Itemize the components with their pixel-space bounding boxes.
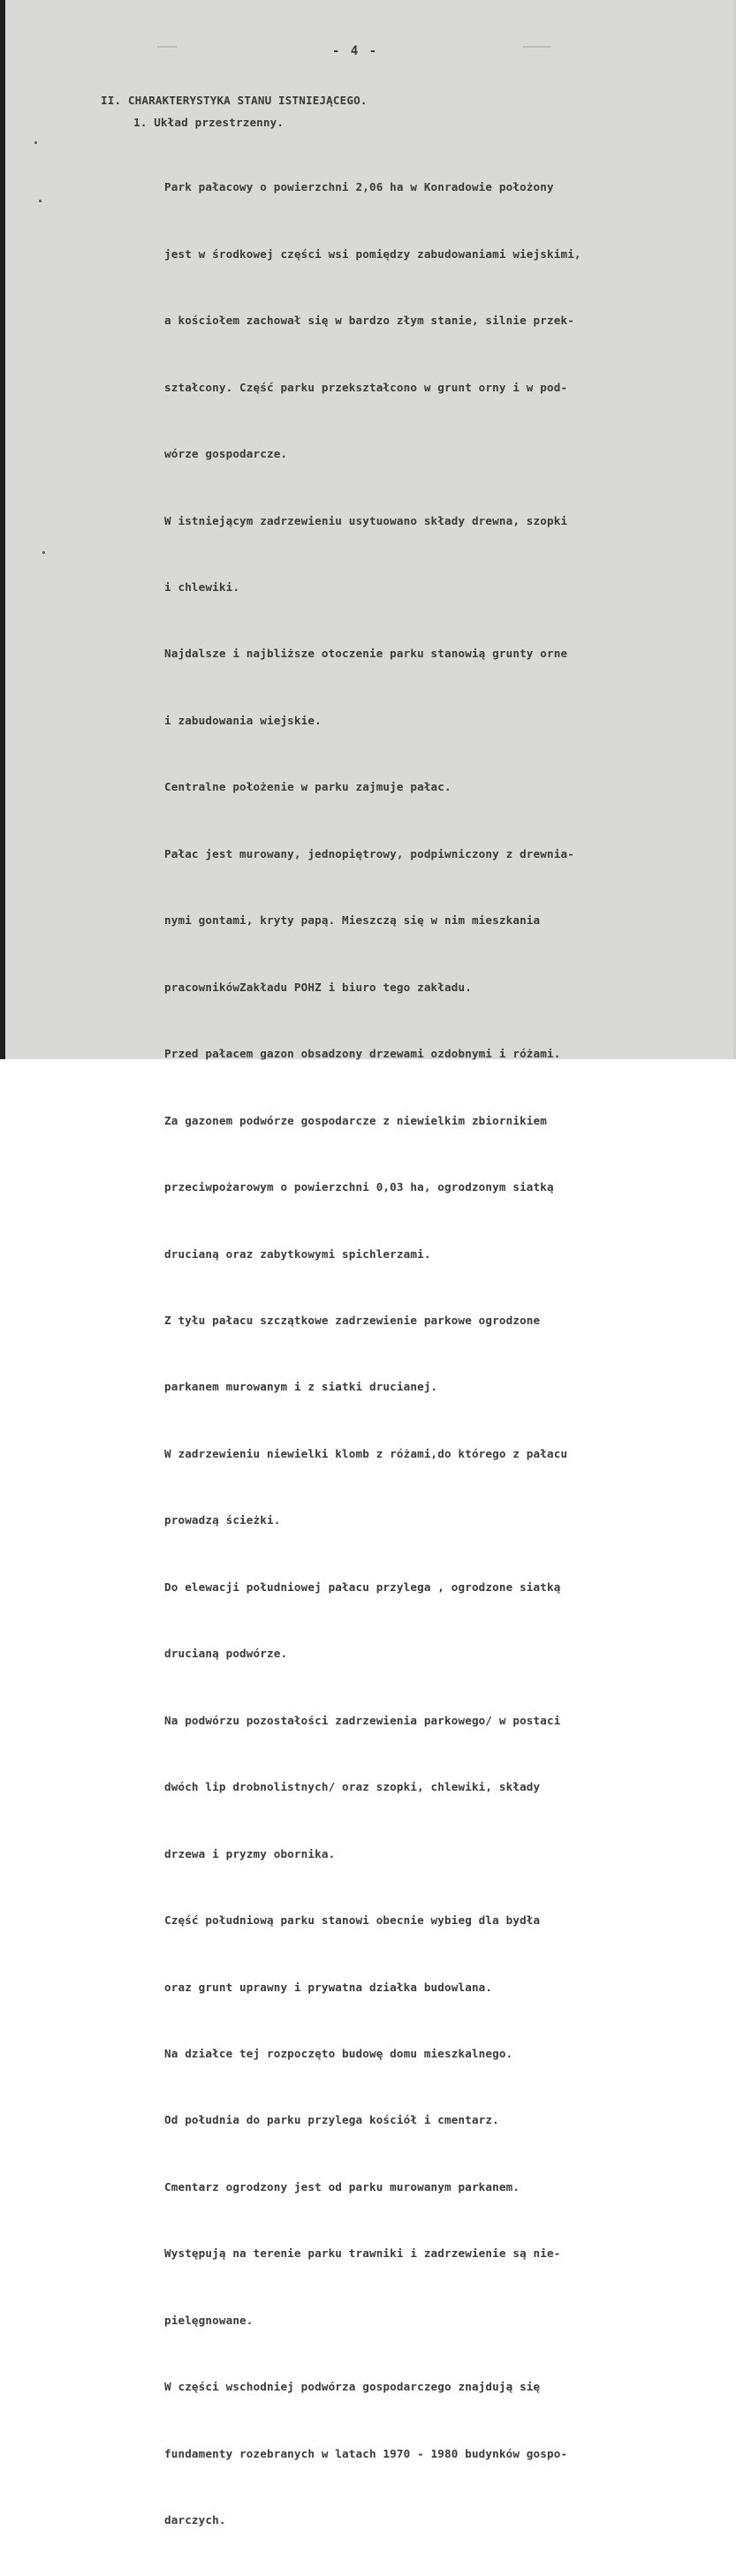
text-line: W istniejącym zadrzewieniu usytuowano składy drewna, szopki [164, 513, 568, 527]
text-line: ształcony. Część parku przekształcono w grunt orny i w pod- [164, 380, 568, 394]
text-line: Z tyłu pałacu szczątkowe zadrzewienie parkowe ogrodzone [164, 1314, 541, 1328]
text-line: nymi gontami, kryty papą. Mieszczą się w nim mieszkania [164, 913, 541, 928]
text-line: darczych. [164, 2513, 226, 2527]
text-line: oraz grunt uprawny i prywatna działka budowlana. [164, 1980, 493, 1994]
text-line: i chlewiki. [164, 580, 240, 595]
margin-mark [42, 551, 45, 554]
text-line: W zadrzewieniu niewielki klomb z różami,do którego z pałacu [164, 1446, 568, 1460]
text-line: i zabudowania wiejskie. [164, 713, 322, 727]
text-line: Centralne położenie w parku zajmuje pałac. [164, 780, 451, 794]
text-line: drzewa i pryzmy obornika. [164, 1846, 336, 1860]
text-line: dwóch lip drobnolistnych/ oraz szopki, chlewiki, składy [164, 1780, 541, 1794]
text-line: Część południową parku stanowi obecnie wybieg dla bydła [164, 1913, 541, 1928]
text-line: jest w środkowej części wsi pomiędzy zabudowaniami wiejskimi, [164, 246, 581, 261]
text-line: fundamenty rozebranych w latach 1970 - 1980 budynków gospo- [164, 2446, 568, 2460]
text-line: Na podwórzu pozostałości zadrzewienia parkowego/ w postaci [164, 1713, 561, 1727]
faint-header-mark-left [157, 46, 177, 48]
text-line: a kościołem zachował się w bardzo złym stanie, silnie przek- [164, 314, 574, 328]
text-line: prowadzą ścieżki. [164, 1513, 281, 1527]
text-line: drucianą podwórze. [164, 1647, 288, 1661]
text-line: Cmentarz ogrodzony jest od parku murowanym parkanem. [164, 2179, 520, 2193]
margin-mark [39, 200, 42, 202]
text-line: Pałac jest murowany, jednopiętrowy, podpiwniczony z drewnia- [164, 846, 574, 860]
text-line: wórze gospodarcze. [164, 447, 288, 461]
margin-mark [34, 141, 37, 144]
section-heading: II. CHARAKTERYSTYKA STANU ISTNIEJĄCEGO. [101, 94, 368, 107]
subsection-heading: 1. Układ przestrzenny. [133, 116, 285, 129]
text-line: Na działce tej rozpoczęto budowę domu mieszkalnego. [164, 2047, 513, 2060]
text-line: Do elewacji południowej pałacu przylega , ogrodzone siatką [164, 1580, 561, 1594]
text-line: przeciwpożarowym o powierzchni 0,03 ha, ogrodzonym siatką [164, 1180, 554, 1194]
faint-header-mark-right [523, 46, 551, 48]
text-line: parkanem murowanym i z siatki drucianej. [164, 1380, 438, 1394]
page-number: - 4 - [332, 44, 379, 58]
body-text [164, 132, 581, 2576]
text-line: pracownikówZakładu POHZ i biuro tego zakładu. [164, 980, 472, 994]
text-line: pielęgnowane. [164, 2313, 254, 2327]
text-line: Najdalsze i najbliższe otoczenie parku stanowią grunty orne [164, 647, 568, 661]
text-line: Za gazonem podwórze gospodarcze z niewielkim zbiornikiem [164, 1113, 547, 1127]
text-line: drucianą oraz zabytkowymi spichlerzami. [164, 1246, 431, 1261]
text-line: Przed pałacem gazon obsadzony drzewami ozdobnymi i różami. [164, 1047, 561, 1061]
text-line: Od południa do parku przylega kościół i cmentarz. [164, 2113, 499, 2127]
text-line: W części wschodniej podwórza gospodarczego znajdują się [164, 2380, 541, 2394]
text-line: Park pałacowy o powierzchni 2,06 ha w Konradowie położony [164, 180, 554, 194]
text-line: Występują na terenie parku trawniki i zadrzewienie są nie- [164, 2246, 561, 2261]
